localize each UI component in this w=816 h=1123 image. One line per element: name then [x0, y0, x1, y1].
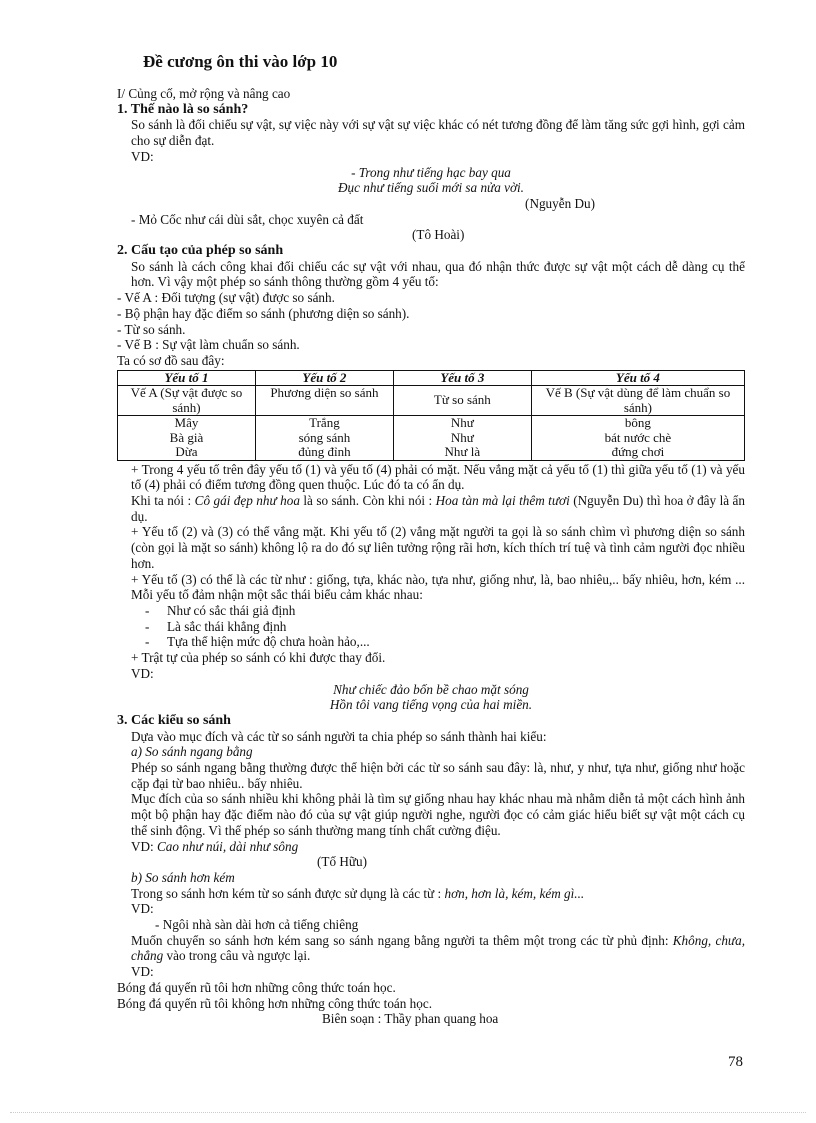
example-line [117, 839, 745, 855]
table-cell [255, 416, 393, 461]
cell-line: Như là [444, 444, 481, 460]
example-label: VD: [131, 964, 154, 980]
diagram-intro: Ta có sơ đồ sau đây: [117, 352, 225, 368]
note-text: là so sánh. Còn khi nói : [299, 493, 436, 509]
cell-line: Như [450, 429, 474, 445]
table-cell: Vế B (Sự vật dùng để làm chuẩn so sánh) [531, 386, 744, 416]
table-header-cell: Yếu tố 4 [531, 370, 744, 386]
heading-1: 1. Thế nào là so sánh? [117, 101, 249, 117]
paragraph: Mục đích của so sánh nhiều khi không phải là tìm sự giống nhau hay khác nhau mà nhằm diễn tả một cách hình ảnh một bộ phận hay đặc điểm nào đó của sự vật giúp người nghe, người đọc có cảm giác hiểu biết sự vật một cách cụ thể sinh động. Vì thế phép so sánh thường mang tính chất cường điệu. [131, 791, 745, 838]
poem-line: Đục như tiếng suối mới sa nửa vời. [338, 180, 524, 196]
example-author: (Tố Hữu) [317, 854, 367, 870]
table-cell: Phương diện so sánh [255, 386, 393, 416]
table-header-cell: Yếu tố 1 [118, 370, 256, 386]
dash-item: - Là sắc thái khẳng định [145, 618, 287, 634]
table-row [118, 386, 745, 416]
heading-2: 2. Cấu tạo của phép so sánh [117, 243, 284, 259]
example-text: Cao như núi, dài như sông [157, 838, 299, 854]
example-author: (Tô Hoài) [412, 227, 465, 243]
table-cell [393, 416, 531, 461]
cell-line: đủng đỉnh [298, 444, 351, 460]
subheading-a: a) So sánh ngang bằng [131, 744, 253, 760]
note-paragraph: + Yếu tố (3) có thể là các từ như : giống, tựa, khác nào, tựa như, giống như, là, bao nhiêu,.. bấy nhiêu, hơn, kém ... Mỗi yếu tố đảm nhận một sắc thái biểu cảm khác nhau: [131, 571, 745, 603]
paragraph: Phép so sánh ngang bằng thường được thể hiện bởi các từ so sánh sau đây: là, như, y như, tựa như, giống như hoặc cặp đại từ bao nhiêu.. bấy nhiêu. [131, 760, 745, 791]
note-example: Cô gái đẹp như hoa [194, 493, 300, 509]
example-label: VD: [131, 901, 154, 917]
poem-line: Như chiếc đảo bốn bề chao mặt sóng [333, 681, 529, 697]
compiler-credit: Biên soạn : Thầy phan quang hoa [322, 1011, 499, 1027]
heading-3: 3. Các kiểu so sánh [117, 712, 231, 728]
definition-paragraph: So sánh là đối chiếu sự vật, sự việc này với sự vật sự việc khác có nét tương đồng để làm tăng sức gợi hình, gợi cảm cho sự diễn đạt. [131, 117, 745, 149]
note-paragraph [117, 493, 745, 524]
cell-line: Mây [174, 415, 199, 431]
cell-line: sóng sánh [298, 429, 351, 445]
paragraph-example: Không, chưa, chẳng [131, 932, 745, 964]
dash-item-text: Tựa thể hiện mức độ chưa hoàn hảo,... [167, 634, 370, 650]
list-item: - Từ so sánh. [117, 321, 186, 337]
note-paragraph: + Yếu tố (2) và (3) có thể vắng mặt. Khi yếu tố (2) vắng mặt người ta gọi là so sánh chìm vì phương diện so sánh (còn gọi là mặt so sánh) không lộ ra do đó sự liên tưởng rộng rãi hơn, kích thích trí tuệ và tình cảm người đọc nhiều hơn. [131, 524, 745, 571]
poem-line: - Trong như tiếng hạc bay qua [351, 164, 511, 180]
page-number: 78 [728, 1054, 743, 1070]
dash-item: - Như có sắc thái giả định [145, 602, 296, 618]
note-example: Hoa tàn mà lại thêm tươi [435, 493, 570, 509]
page-title: Đề cương ôn thi vào lớp 10 [143, 52, 338, 71]
poem-author: (Nguyễn Du) [525, 195, 595, 211]
example-line: - Mỏ Cốc như cái dùi sắt, chọc xuyên cả đất [131, 211, 364, 227]
subheading-b: b) So sánh hơn kém [131, 869, 235, 885]
table-cell [531, 416, 744, 461]
paragraph-text: Muốn chuyển so sánh hơn kém sang so sánh ngang bằng người ta thêm một trong các từ phủ định: [131, 932, 673, 948]
list-item: - Vế A : Đối tượng (sự vật) được so sánh. [117, 290, 335, 306]
document-body [117, 86, 745, 1027]
cell-line: Bà già [169, 429, 204, 445]
note-text: Khi ta nói : [131, 493, 195, 509]
note-paragraph: + Trật tự của phép so sánh có khi được thay đổi. [131, 650, 386, 666]
paragraph-text: Trong so sánh hơn kém từ so sánh được sử dụng là các từ : [131, 885, 445, 901]
paragraph [117, 933, 745, 964]
example-label: VD: [131, 148, 154, 164]
table-header-cell: Yếu tố 3 [393, 370, 531, 386]
section-intro: I/ Củng cố, mở rộng và nâng cao [117, 86, 291, 101]
cell-line: Trắng [309, 415, 340, 431]
example-line: Bóng đá quyến rũ tôi không hơn những công thức toán học. [117, 995, 433, 1011]
dash-item-text: Là sắc thái khẳng định [167, 618, 287, 634]
cell-line: bát nước chè [604, 429, 672, 445]
comparison-table [117, 370, 745, 461]
dash-item: - Tựa thể hiện mức độ chưa hoàn hảo,... [145, 634, 370, 650]
paragraph-text: vào trong câu và ngược lại. [163, 948, 311, 964]
cell-line: bông [624, 415, 651, 431]
example-line: - Ngôi nhà sàn dài hơn cả tiếng chiêng [155, 917, 359, 933]
cell-line: Như [450, 415, 474, 431]
paragraph [117, 886, 745, 902]
paragraph-example: hơn, hơn là, kém, kém gì... [444, 885, 585, 901]
list-item: - Vế B : Sự vật làm chuẩn so sánh. [117, 337, 300, 353]
cell-line: đứng chơi [611, 444, 665, 460]
table-cell [118, 416, 256, 461]
table-header-row [118, 370, 745, 386]
cell-line: Dừa [175, 444, 198, 460]
list-item: - Bộ phận hay đặc điểm so sánh (phương diện so sánh). [117, 305, 410, 321]
types-intro: Dựa vào mục đích và các từ so sánh người ta chia phép so sánh thành hai kiểu: [131, 728, 547, 744]
example-label: VD: [131, 665, 154, 681]
table-cell: Từ so sánh [393, 386, 531, 416]
example-line: Bóng đá quyến rũ tôi hơn những công thức toán học. [117, 979, 396, 995]
poem-line: Hồn tôi vang tiếng vọng của hai miền. [329, 697, 533, 713]
example-label: VD: [131, 838, 158, 854]
structure-paragraph: So sánh là cách công khai đối chiếu các sự vật với nhau, qua đó nhận thức được sự vật một cách dễ dàng cụ thể hơn. Vì vậy một phép so sánh thông thường gồm 4 yếu tố: [131, 258, 745, 290]
page-bottom-divider [10, 1112, 806, 1113]
dash-item-text: Như có sắc thái giả định [167, 602, 296, 618]
table-cell: Vế A (Sự vật được so sánh) [118, 386, 256, 416]
note-text: (Nguyễn Du) thì hoa ở đây là ẩn dụ. [131, 493, 745, 524]
table-row [118, 416, 745, 461]
note-paragraph: + Trong 4 yếu tố trên đây yếu tố (1) và yếu tố (4) phải có mặt. Nếu vắng mặt cả yếu tố (1) thì giữa yếu tố (1) và yếu tố (4) phải có điểm tương đồng quen thuộc. Lúc đó ta có ẩn dụ. [131, 461, 745, 493]
table-header-cell: Yếu tố 2 [255, 370, 393, 386]
